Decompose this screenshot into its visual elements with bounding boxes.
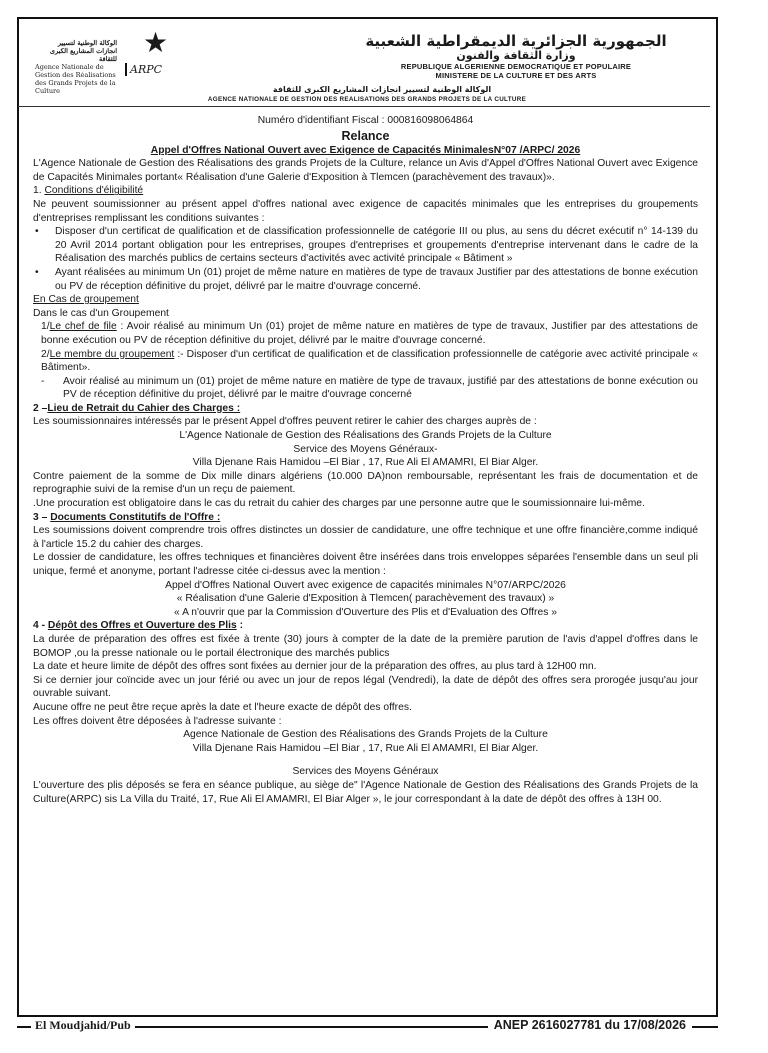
depot-address-1: Agence Nationale de Gestion des Réalisations des Grands Projets de la Culture	[183, 729, 548, 741]
notice-body	[33, 112, 698, 806]
membre-label: Le membre du groupement	[49, 348, 175, 360]
groupement-heading: En Cas de groupement	[33, 294, 139, 306]
retrait-address-3: Villa Djenane Rais Hamidou –El Biar , 17, Rue Ali El AMAMRI, El Biar Alger.	[192, 457, 539, 469]
opening-paragraph: L'ouverture des plis déposés se fera en séance publique, au siège de" l'Agence Nationale de Gestion des Réalisations des Grands Projets de la Culture(ARPC) sis La Villa du Traité, 17, Rue Ali El AMAMRI, El Biar Alger », le jour correspondant à la date de dépôt des offres à 13H 00.	[33, 779, 698, 805]
anep-reference: ANEP 2616027781 du 17/08/2026	[488, 1018, 692, 1032]
membre-dash-item	[33, 375, 698, 402]
section-3-title: Documents Constitutifs de l'Offre :	[50, 511, 221, 523]
membre-text: :- Disposer d'un certificat de qualification et de classification professionnelle de catégorie avec activité principale « Bâtiment».	[41, 348, 698, 374]
bullet-1-text: Disposer d'un certificat de qualification et de classification professionnelle de catégorie III ou plus, au sens du décret exécutif n° 14-139 du 20 Avril 2014 portant obligation pour les entreprises, groupes d'entreprises et groupements d'entreprise intervenant dans le cadre de la Réalisation des marchés publics de certains secteurs d'activités avec activité principale « Bâtiment »	[55, 226, 698, 265]
depot-paragraph-5: Les offres doivent être déposées à l'adresse suivante :	[33, 715, 282, 727]
section-2-title: Lieu de Retrait du Cahier des Charges :	[47, 402, 241, 414]
mention-line-2: « Réalisation d'une Galerie d'Exposition à Tlemcen( parachèvement des travaux) »	[176, 593, 555, 605]
ministry-ar: وزارة الثقافة والفنون	[456, 49, 576, 62]
section-4-heading	[33, 619, 698, 633]
depot-paragraph-1: La durée de préparation des offres est fixée à trente (30) jours à compter de la date de la première parution de l'avis d'appel d'offres dans le BOMOP ,ou la presse nationale ou le portail électronique des marchés publics	[33, 633, 698, 659]
header-divider	[18, 106, 710, 107]
mention-line-3: « A n'ouvrir que par la Commission d'Ouverture des Plis et d'Evaluation des Offres »	[174, 606, 557, 618]
section-3-number: 3 –	[33, 511, 48, 523]
section-1-number: 1.	[33, 185, 45, 197]
retrait-address-2: Service des Moyens Généraux-	[293, 443, 438, 455]
republic-header	[346, 33, 686, 80]
membre-number: 2/	[41, 348, 50, 360]
mention-line-1: Appel d'Offres National Ouvert avec exigence de capacités minimales N°07/ARPC/2026	[165, 579, 566, 591]
bullet-icon: •	[35, 266, 39, 278]
logo-text	[35, 39, 117, 95]
offers-paragraph-1: Les soumissions doivent comprendre trois offres distinctes un dossier de candidature, une offre technique et une offre financière,comme indiqué à l'article 15.2 du cahier des charges.	[33, 525, 698, 550]
section-4-number: 4 -	[33, 620, 48, 632]
fiscal-id: Numéro d'identifiant Fiscal : 000816098064864	[257, 115, 474, 126]
relance-heading: Relance	[341, 128, 390, 143]
groupement-subheading: Dans le cas d'un Groupement	[33, 307, 169, 319]
footer	[17, 1016, 718, 1038]
intro-paragraph: L'Agence Nationale de Gestion des Réalisations des grands Projets de la Culture, relance un Avis d'Appel d'Offres National Ouvert avec Exigence de Capacités Minimales portant« Réalisation d'une Galerie d'Exposition à Tlemcen (parachèvement des travaux)».	[33, 158, 698, 183]
section-1-title: Conditions d'éligibilité	[44, 185, 144, 197]
offers-paragraph-2: Le dossier de candidature, les offres techniques et financières doivent être insérées dans trois enveloppes séparées l'ensemble dans un seul pli unique, fermé et anonyme, portant l'adresse citée ci-dessus avec la mention :	[33, 552, 698, 577]
membre-dash-text: Avoir réalisé au minimum un (01) projet de même nature en matière de type de travaux, justifié par des attestations de bonne exécution ou PV de réception définitive du projet, délivré par le maitre d'ouvrage concerné	[63, 375, 698, 401]
depot-paragraph-3: Si ce dernier jour coïncide avec un jour férié ou avec un jour de repos légal (Vendredi), la date de dépôt des offres sera prorogée jusqu'au jour ouvrable suivant.	[33, 674, 698, 700]
procuration-paragraph: .Une procuration est obligatoire dans le cas du retrait du cahier des charges par une personne autre que le soumissionnaire lui-même.	[33, 498, 645, 510]
republic-ar: الجمهورية الجزائرية الديمقراطية الشعبية	[365, 32, 667, 50]
agency-name-ar: الوكالة الوطنية لتسيير انجازات المشاريع الكبرى للثقافة	[272, 85, 492, 94]
retrait-paragraph: Les soumissionnaires intéressés par le présent Appel d'offres peuvent retirer le cahier des charges auprès de :	[33, 416, 537, 428]
chef-label: Le chef de file	[49, 321, 117, 333]
dash-icon: -	[41, 375, 45, 387]
ministry-fr: MINISTERE DE LA CULTURE ET DES ARTS	[435, 71, 597, 80]
depot-paragraph-4: Aucune offre ne peut être reçue après la date et l'heure exacte de dépôt des offres.	[33, 701, 412, 713]
eligibility-bullet-2	[33, 266, 698, 293]
logo-text-fr: Agence Nationale de Gestion des Réalisations des Grands Projets de la Culture	[35, 63, 116, 95]
tender-title: Appel d'Offres National Ouvert avec Exigence de Capacités MinimalesN°07 /ARPC/ 2026	[150, 144, 581, 156]
membre-groupement	[33, 348, 698, 375]
services-line: Services des Moyens Généraux	[292, 766, 439, 778]
section-3-heading	[33, 511, 698, 525]
section-4-title: Dépôt des Offres et Ouverture des Plis	[47, 620, 237, 632]
chef-number: 1/	[41, 321, 50, 333]
section-2-number: 2 –	[33, 402, 48, 414]
eligibility-bullet-1	[33, 225, 698, 266]
depot-address-2: Villa Djenane Rais Hamidou –El Biar , 17, Rue Ali El AMAMRI, El Biar Alger.	[192, 742, 539, 754]
section-4-colon: :	[236, 620, 244, 632]
section-2-heading	[33, 402, 698, 416]
bullet-icon: •	[35, 226, 39, 238]
section-1-heading	[33, 184, 698, 198]
agency-name-fr: AGENCE NATIONALE DE GESTION DES REALISATIONS DES GRANDS PROJETS DE LA CULTURE	[207, 96, 527, 103]
logo-badge: ARPC	[125, 63, 162, 76]
depot-paragraph-2: La date et heure limite de dépôt des offres sont fixées au dernier jour de la préparation des offres, au plus tard à 12H00 mn.	[33, 661, 597, 673]
chef-de-file	[33, 320, 698, 347]
letterhead	[27, 27, 714, 107]
eligibility-paragraph: Ne peuvent soumissionner au présent appel d'offres national avec exigence de capacités minimales que les entreprises du groupements d'entreprises remplissant les conditions suivantes :	[33, 198, 698, 224]
star-icon: ★	[143, 27, 169, 58]
logo-text-ar: الوكالة الوطنية لتسيير انجازات المشاريع الكبرى للثقافة	[49, 39, 117, 63]
chef-text: : Avoir réalisé au minimum Un (01) projet de même nature en matières de type de travaux, Justifier par des attestations de bonne exécution ou PV de réception définitive du projet, délivré par le maitre d'ouvrage concerné.	[41, 321, 698, 346]
publication-credit: El Moudjahid/Pub	[31, 1018, 135, 1033]
bullet-2-text: Ayant réalisées au minimum Un (01) projet de même nature en matières de type de travaux Justifier par des attestations de bonne exécution ou PV de réception définitive du projet, délivré par le maitre d'ouvrage concerné.	[55, 266, 698, 292]
payment-paragraph: Contre paiement de la somme de Dix mille dinars algériens (10.000 DA)non remboursable, représentant les frais de documentation et de reprographie suivi de la remise d'un un reçu de paiement.	[33, 470, 698, 496]
retrait-address-1: L'Agence Nationale de Gestion des Réalisations des Grands Projets de la Culture	[179, 430, 552, 442]
republic-fr: REPUBLIQUE ALGERIENNE DEMOCRATIQUE ET POPULAIRE	[400, 62, 632, 71]
